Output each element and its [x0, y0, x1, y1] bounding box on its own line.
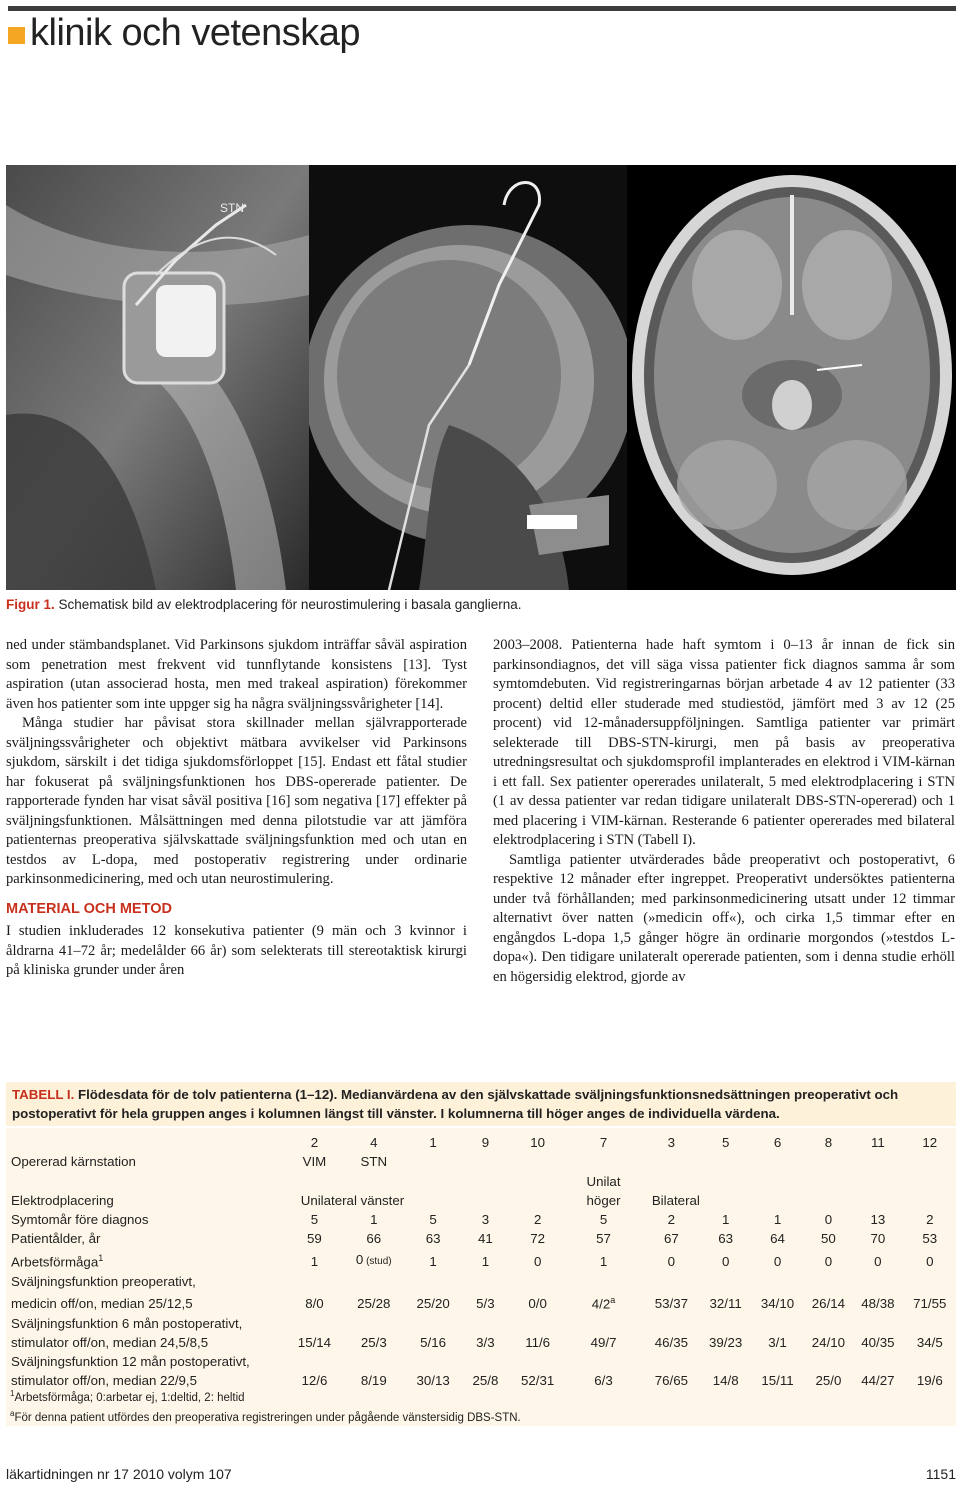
table-cell: 1	[429, 1254, 437, 1270]
table-cell: 4/2$^a$	[591, 1294, 616, 1312]
figure-caption-label: Figur 1.	[6, 597, 55, 612]
table-cell: 1	[429, 1135, 437, 1150]
table-cell: 0	[721, 1254, 730, 1270]
table-cell: 15/14	[297, 1334, 332, 1350]
table-cell: Unilateral vänster	[300, 1192, 405, 1208]
table-cell: 67	[663, 1231, 679, 1247]
data-table	[6, 1133, 956, 1391]
table-cell: 26/14	[811, 1296, 846, 1312]
footnote: $^1$Arbetsförmåga; 0:arbetar ej, 1:deltid, 2: heltid	[10, 1389, 245, 1404]
table-cell: 46/35	[654, 1334, 689, 1350]
footnote: $^a$För denna patient utfördes den preoperativa registreringen under pågående vänstersidig DBS-STN.	[10, 1408, 521, 1424]
table-cell: 0	[874, 1254, 882, 1270]
table-cell: 53/37	[654, 1296, 689, 1312]
row-label: stimulator off/on, median 22/9,5	[11, 1373, 198, 1389]
row-label: Opererad kärnstation	[11, 1154, 136, 1170]
table-cell: 2	[310, 1135, 319, 1150]
table-cell: 0	[533, 1254, 542, 1270]
row-label: Sväljningsfunktion 12 mån postoperativt,	[11, 1354, 250, 1370]
section-title: klinik och vetenskap	[30, 12, 361, 54]
table-cell: 24/10	[811, 1334, 846, 1350]
body-column-left	[6, 636, 467, 981]
table-cell: 44/27	[861, 1373, 895, 1389]
table-cell: Unilat	[586, 1173, 621, 1189]
table-cell: 1	[721, 1212, 730, 1228]
table-cell: 30/13	[416, 1373, 450, 1389]
table-cell: 39/23	[709, 1334, 743, 1350]
table-cell: 52/31	[521, 1373, 555, 1389]
row-label: Patientålder, år	[11, 1231, 101, 1247]
table-cell: 5/3	[476, 1296, 495, 1312]
table-cell: 10	[530, 1135, 546, 1150]
table-cell: 8/0	[305, 1296, 324, 1312]
table-row	[6, 1352, 956, 1371]
table-cell: 63	[718, 1231, 734, 1247]
table-cell: 5	[429, 1212, 437, 1228]
table-cell: 1	[310, 1254, 319, 1270]
table-cell: 3/1	[768, 1334, 787, 1350]
table-cell: 3	[667, 1135, 676, 1150]
table-title-text: Flödesdata för de tolv patienterna (1–12). Medianvärdena av den självskattade sväljningsfunktionsnedsättningen preoperativt och postoperativt för hela gruppen anges i kolumnen längst till vänster. I kolumnerna till höger anges de individuella värdena.	[12, 1087, 899, 1121]
table-cell: STN	[360, 1154, 388, 1170]
table-cell: 6/3	[594, 1373, 613, 1389]
table-cell: 4	[370, 1135, 378, 1150]
table-cell: 2	[926, 1212, 934, 1228]
table-cell: 49/7	[590, 1334, 617, 1350]
table-cell: 1	[481, 1254, 490, 1270]
table-cell: 34/5	[916, 1334, 943, 1350]
table-cell: 50	[821, 1231, 836, 1247]
paragraph: Många studier har påvisat stora skillnader mellan självrapporterade sväljningssvårigheter och objektivt mätbara avvikelser vid Parkinsons sjukdom, särskilt i det tidiga sjukdomsförloppet [15]. Endast ett fåtal studier har fokuserat på sväljningsfunktionen hos DBS-opererade patienter. De rapporterade fynden har visat såväl positiva [16] som negativa [17] effekter på sväljningsfunktionen. Målsättningen med denna pilotstudie var att jämföra patienternas preoperativa självskattade sväljningsfunktion med och utan en testdos av L-dopa, med postoperativ registrering under ordinarie parkinsonmedicinering, med och utan neurostimulering.	[6, 715, 467, 887]
paragraph: Samtliga patienter utvärderades både preoperativt och postoperativt, 6 respektive 12 månader efter ingreppet. Preoperativt undersöktes patienterna under två förhållanden; med parkinsonmedicinering utsatt under 12 timmar alternativt över natten (»medicin off«), och cirka 1,5 timmar efter en engångdos L-dopa 1,5 gånger högre än ordinarie morgondos (»testdos L-dopa«). Den tidigare unilateralt opererade patienten, som i denna studie erhöll en högersidig elektrod, gjorde av	[493, 851, 955, 985]
table-cell: 40/35	[861, 1334, 895, 1350]
table-row	[6, 1333, 956, 1352]
table-cell: 71/55	[913, 1296, 947, 1312]
header-rule	[8, 6, 956, 11]
table-cell: 12/6	[301, 1373, 328, 1389]
paragraph: ned under stämbandsplanet. Vid Parkinsons sjukdom inträffar såväl aspiration som penetration mest frekvent vid tunnflytande konsistens [13]. Tyst aspiration (utan associerad hosta, men med trakeal aspiration) förekommer även hos patienter som inte uppger sig ha några sväljningssvårigheter [14].	[6, 637, 467, 712]
table-row	[6, 1249, 956, 1272]
table-row	[6, 1172, 956, 1191]
table-row-ids	[6, 1133, 956, 1152]
table-row	[6, 1210, 956, 1229]
table-cell: 8/19	[360, 1373, 387, 1389]
table-cell: 41	[478, 1231, 493, 1247]
section-heading: MATERIAL OCH METOD	[6, 900, 172, 917]
table-cell: 1	[773, 1212, 782, 1228]
table-cell: 5/16	[420, 1334, 447, 1350]
journal-footer: läkartidningen nr 17 2010 volym 107	[6, 1466, 232, 1482]
table-cell: 63	[425, 1231, 441, 1247]
chest-xray-image	[6, 165, 309, 590]
table-title	[12, 1085, 952, 1123]
table-cell: 53	[922, 1231, 938, 1247]
table-cell: höger	[586, 1192, 621, 1208]
table-footnotes	[10, 1386, 521, 1426]
table-cell: 66	[366, 1231, 382, 1247]
table-row	[6, 1152, 956, 1171]
paragraph: 2003–2008. Patienterna hade haft symtom i 0–13 år innan de fick sin parkinsondiagnos, det vill säga vissa patienter fick diagnos samma år som symtomdebuten. Vid registreringarnas början arbetade 4 av 12 patienter (33 procent) deltid eller studerade med studiestöd, jämfört med 3 av 12 (25 procent) vid 12-månadersuppföljningen. Samtliga patienter var primärt selekterade till DBS-STN-kirurgi, men på basis av preoperativa utredningsresultat och sjukdomsprofil implanterades en elektrod i VIM-kärnan i ett fall. Sex patienter opererades unilateralt, 5 med elektrodplacering i STN (1 av dessa patienter var redan tidigare unilateralt DBS-STN-opererad) och 1 med placering i VIM-kärnan. Resterande 6 patienter opererades med bilateral elektrodplacering i STN (Tabell I).	[493, 637, 955, 848]
body-column-right	[493, 636, 955, 987]
table-row	[6, 1191, 956, 1210]
table-cell: 2	[533, 1212, 542, 1228]
table-cell: 15/11	[761, 1373, 794, 1389]
table-cell: 14/8	[712, 1373, 739, 1389]
figure-images	[6, 165, 956, 590]
skull-xray-image	[309, 165, 627, 590]
table-row	[6, 1314, 956, 1333]
table-cell: 5	[310, 1212, 319, 1228]
page-number: 1151	[925, 1466, 956, 1482]
row-label: Sväljningsfunktion preoperativt,	[11, 1273, 196, 1289]
table-cell: 0	[773, 1254, 782, 1270]
table-cell: 34/10	[760, 1296, 795, 1312]
table-cell: Bilateral	[651, 1192, 700, 1208]
table-cell: 25/0	[815, 1373, 842, 1389]
table-cell: 19/6	[916, 1373, 943, 1389]
table-cell: 0	[926, 1254, 934, 1270]
row-label: medicin off/on, median 25/12,5	[11, 1296, 193, 1312]
table-cell: 13	[870, 1212, 886, 1228]
table-cell: 0	[824, 1212, 833, 1228]
table-cell: 9	[481, 1135, 490, 1150]
stn-label: STN	[220, 201, 244, 215]
table-cell: 48/38	[861, 1296, 895, 1312]
row-label: stimulator off/on, median 24,5/8,5	[11, 1334, 209, 1350]
figure-caption-text: Schematisk bild av elektrodplacering för neurostimulering i basala ganglierna.	[54, 597, 522, 612]
row-label: Arbetsförmåga$^1$	[11, 1252, 104, 1270]
table-cell: 8	[824, 1135, 833, 1150]
table-cell: 64	[770, 1231, 785, 1247]
table-cell: 57	[596, 1231, 611, 1247]
table-row	[6, 1291, 956, 1314]
row-label: Sväljningsfunktion 6 mån postoperativt,	[11, 1315, 243, 1331]
row-label: Symtomår före diagnos	[11, 1212, 149, 1228]
table-cell: 3/3	[476, 1334, 495, 1350]
table-cell: 0/0	[528, 1296, 547, 1312]
table-cell: 72	[530, 1231, 546, 1247]
table-cell: 0 (stud)	[355, 1252, 392, 1268]
table-row	[6, 1229, 956, 1248]
table-cell: 59	[307, 1231, 322, 1247]
table-cell: 32/11	[709, 1296, 742, 1312]
paragraph: I studien inkluderades 12 konsekutiva patienter (9 män och 3 kvinnor i åldrarna 41–72 år; medelålder 66 år) som selekterats till stereotaktisk kirurgi på kliniska grunder under åren	[6, 923, 467, 978]
table-cell: 11	[870, 1135, 885, 1150]
table-cell: 6	[773, 1135, 782, 1150]
table-cell: 76/65	[654, 1373, 689, 1389]
table-cell: 25/20	[416, 1296, 450, 1312]
table-cell: 1	[599, 1254, 608, 1270]
table-label: TABELL I.	[12, 1087, 75, 1102]
table-cell: 3	[481, 1212, 490, 1228]
row-label: Elektrodplacering	[11, 1192, 114, 1208]
table-cell: 70	[870, 1231, 886, 1247]
table-cell: VIM	[302, 1154, 327, 1170]
table-cell: 0	[667, 1254, 676, 1270]
table-cell: 25/28	[357, 1296, 391, 1312]
table-cell: 0	[824, 1254, 833, 1270]
brain-mri-image	[627, 165, 956, 590]
table-cell: 2	[667, 1212, 676, 1228]
table-cell: 11/6	[525, 1334, 551, 1350]
figure-caption	[6, 597, 522, 612]
section-marker	[8, 27, 25, 44]
table-cell: 5	[599, 1212, 608, 1228]
table-cell: 1	[370, 1212, 378, 1228]
table-cell: 25/8	[472, 1373, 499, 1389]
table-row	[6, 1272, 956, 1291]
table-cell: 5	[721, 1135, 730, 1150]
table-cell: 12	[922, 1135, 938, 1150]
table-cell: 25/3	[360, 1334, 387, 1350]
table-cell: 7	[599, 1135, 608, 1150]
